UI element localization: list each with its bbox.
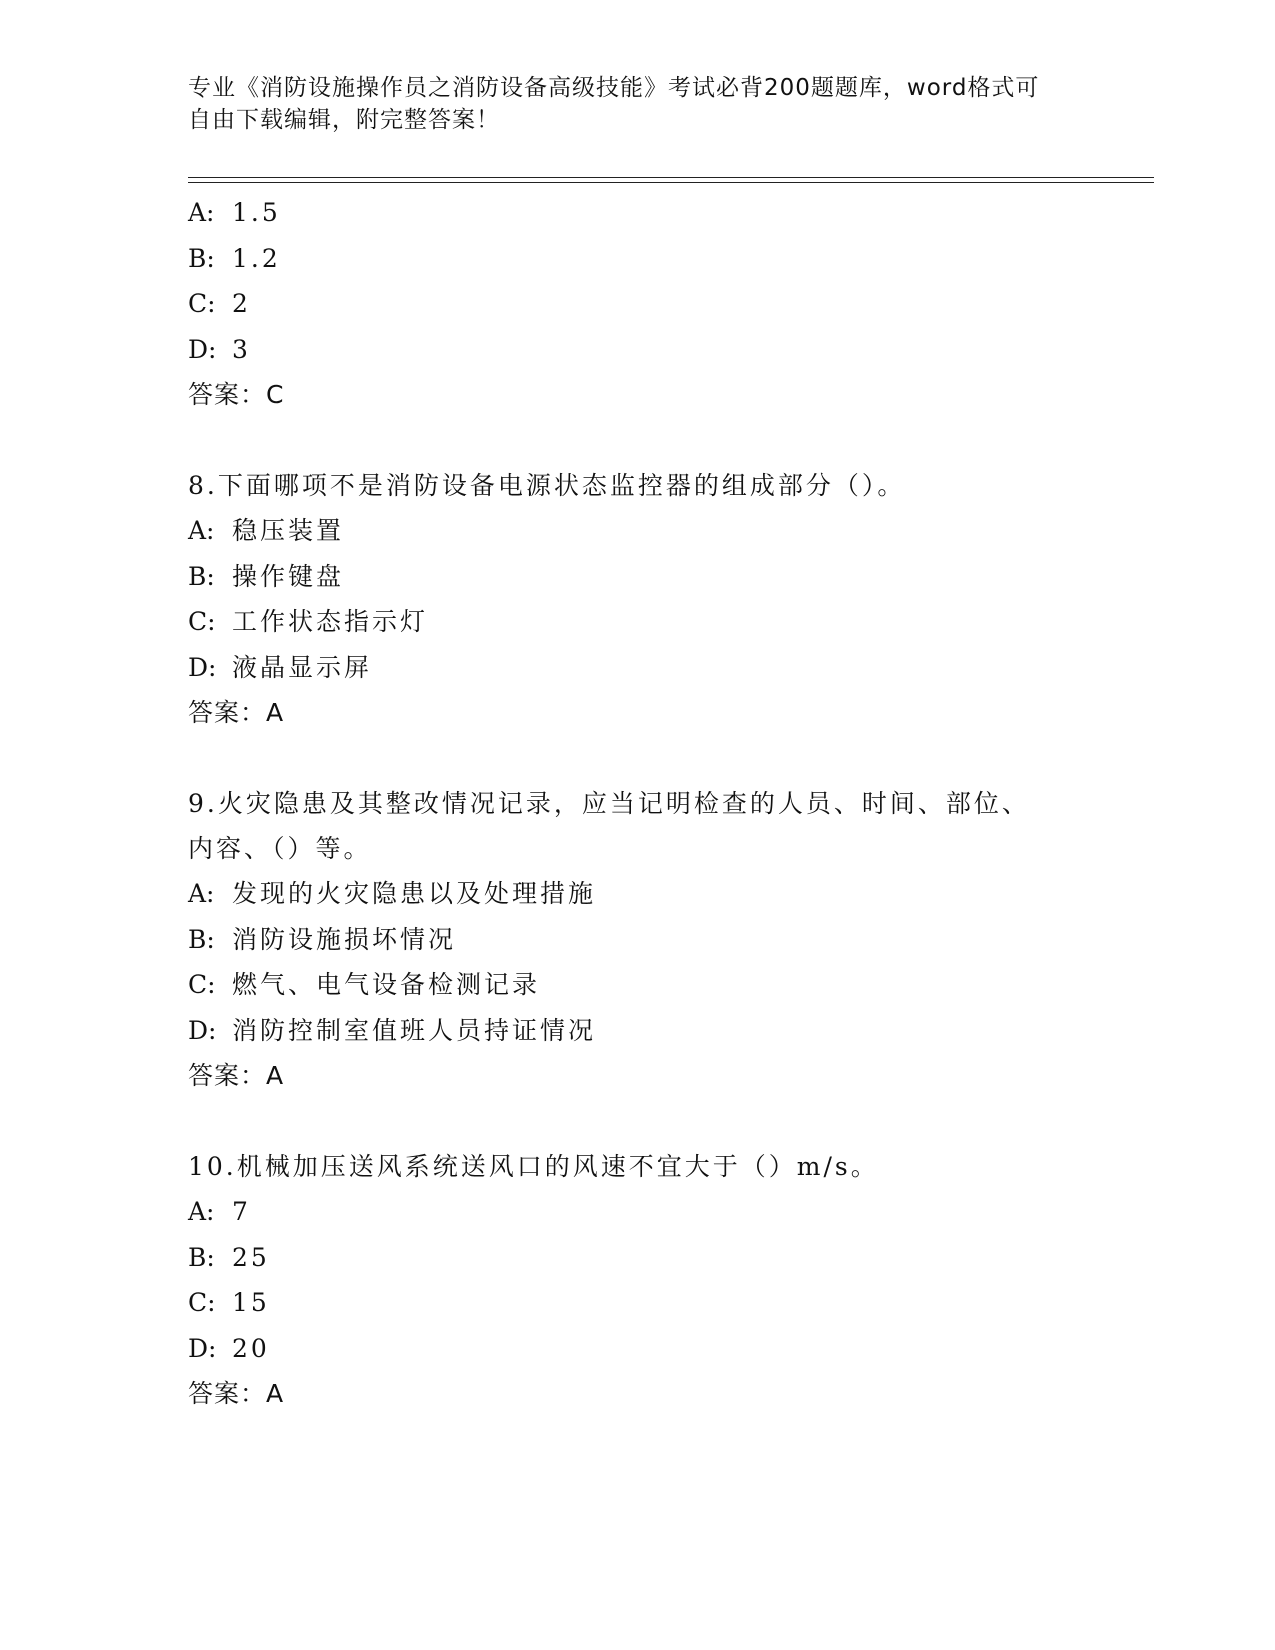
option-a: A: 1.5 bbox=[188, 198, 281, 227]
option-c: C: 燃气、电气设备检测记录 bbox=[188, 970, 541, 999]
question-list bbox=[188, 190, 1154, 1416]
option-a: A: 稳压装置 bbox=[188, 516, 345, 545]
spacer bbox=[188, 735, 1154, 781]
option-c: C: 2 bbox=[188, 289, 251, 318]
option-c: C: 15 bbox=[188, 1288, 270, 1317]
header-divider-bottom bbox=[188, 182, 1154, 183]
option-b: B: 消防设施损坏情况 bbox=[188, 924, 457, 954]
option-d: D: 消防控制室值班人员持证情况 bbox=[188, 1015, 597, 1045]
option-a: A: 发现的火灾隐患以及处理措施 bbox=[188, 879, 597, 908]
option-d: D: 3 bbox=[188, 334, 251, 364]
question-stem-line-1: 9.火灾隐患及其整改情况记录，应当记明检查的人员、时间、部位、 bbox=[188, 789, 1030, 818]
header-line-1: 专业《消防设施操作员之消防设备高级技能》考试必背200题题库，word格式可 bbox=[188, 75, 1040, 101]
header-line-2: 自由下载编辑，附完整答案！ bbox=[188, 107, 500, 133]
question-stem: 8.下面哪项不是消防设备电源状态监控器的组成部分（）。 bbox=[188, 471, 906, 500]
answer: 答案：A bbox=[188, 1061, 285, 1090]
option-a: A: 7 bbox=[188, 1197, 251, 1226]
question-10 bbox=[188, 1144, 1154, 1416]
option-c: C: 工作状态指示灯 bbox=[188, 607, 429, 636]
answer: 答案：A bbox=[188, 1379, 285, 1408]
answer: 答案：C bbox=[188, 380, 285, 409]
option-d: D: 液晶显示屏 bbox=[188, 652, 373, 682]
option-b: B: 25 bbox=[188, 1242, 270, 1272]
spacer bbox=[188, 417, 1154, 463]
document-header bbox=[188, 72, 1088, 136]
header-divider-top bbox=[188, 177, 1154, 178]
option-d: D: 20 bbox=[188, 1333, 270, 1363]
answer: 答案：A bbox=[188, 698, 285, 727]
question-7 bbox=[188, 190, 1154, 417]
question-8 bbox=[188, 463, 1154, 735]
question-9 bbox=[188, 781, 1154, 1098]
option-b: B: 操作键盘 bbox=[188, 561, 345, 591]
question-stem: 10.机械加压送风系统送风口的风速不宜大于（）m/s。 bbox=[188, 1152, 879, 1181]
question-stem-line-2: 内容、（）等。 bbox=[188, 834, 372, 863]
option-b: B: 1.2 bbox=[188, 243, 281, 273]
spacer bbox=[188, 1098, 1154, 1144]
